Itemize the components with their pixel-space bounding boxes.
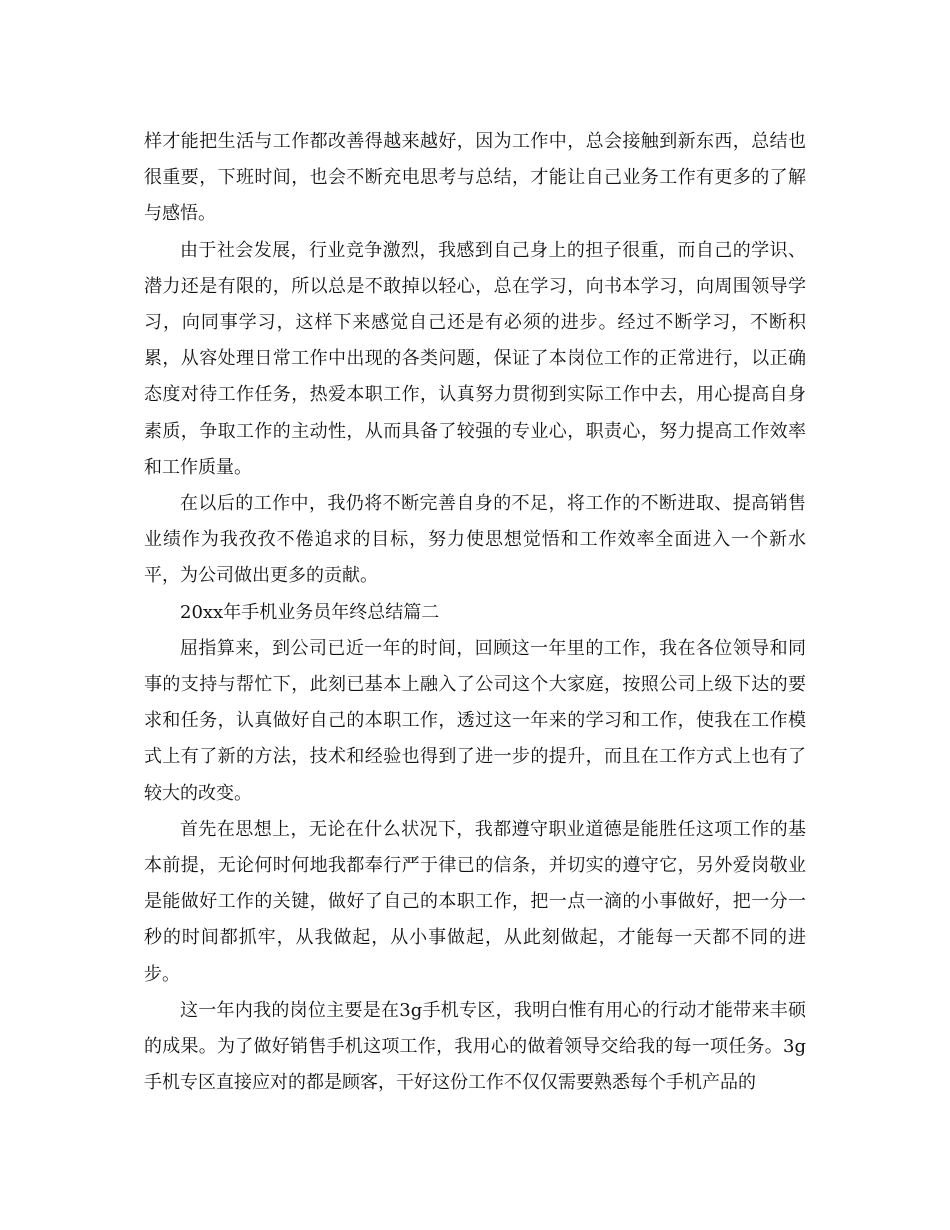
paragraph-ideology: 首先在思想上，无论在什么状况下，我都遵守职业道德是能胜任这项工作的基本前提，无论何时何地我都奉行严于律已的信条，并切实的遵守它，另外爱岗敬业是能做好工作的关键，做好了自己的本职工作，把一点一滴的小事做好，把一分一秒的时间都抓牢，从我做起，从小事做起，从此刻做起，才能每一天都不同的进步。 (144, 818, 806, 985)
paragraph-continued: 样才能把生活与工作都改善得越来越好，因为工作中，总会接触到新东西，总结也很重要，下班时间，也会不断充电思考与总结，才能让自己业务工作有更多的了解与感悟。 (144, 131, 806, 225)
paragraph-3g-zone: 这一年内我的岗位主要是在3g手机专区，我明白惟有用心的行动才能带来丰硕的成果。为了做好销售手机这项工作，我用心的做着领导交给我的每一项任务。3g手机专区直接应对的都是顾客，干好这份工作不仅仅需要熟悉每个手机产品的 (144, 999, 806, 1094)
paragraph-year-review: 屈指算来，到公司已近一年的时间，回顾这一年里的工作，我在各位领导和同事的支持与帮忙下，此刻已基本上融入了公司这个大家庭，按照公司上级下达的要求和任务，认真做好自己的本职工作，透过这一年来的学习和工作，使我在工作模式上有了新的方法，技术和经验也得到了进一步的提升，而且在工作方式上也有了较大的改变。 (144, 637, 806, 804)
paragraph-self-study: 由于社会发展，行业竞争激烈，我感到自己身上的担子很重，而自己的学识、潜力还是有限的，所以总是不敢掉以轻心，总在学习，向书本学习，向周围领导学习，向同事学习，这样下来感觉自己还是有必须的进步。经过不断学习，不断积累，从容处理日常工作中出现的各类问题，保证了本岗位工作的正常进行，以正确态度对待工作任务，热爱本职工作，认真努力贯彻到实际工作中去，用心提高自身素质，争取工作的主动性，从而具备了较强的专业心，职责心，努力提高工作效率和工作质量。 (144, 239, 806, 478)
document-page (144, 124, 806, 1101)
paragraph-future-goals: 在以后的工作中，我仍将不断完善自身的不足，将工作的不断进取、提高销售业绩作为我孜孜不倦追求的目标，努力使思想觉悟和工作效率全面进入一个新水平，为公司做出更多的贡献。 (144, 493, 806, 587)
section-heading: 20xx年手机业务员年终总结篇二 (180, 601, 440, 623)
